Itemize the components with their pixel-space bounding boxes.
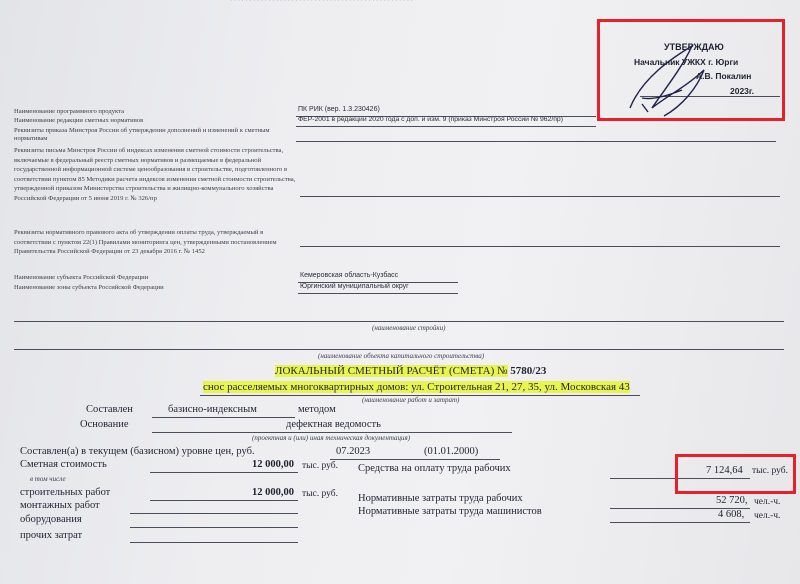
cost-item-line-0 bbox=[150, 500, 298, 501]
stat-wages-label: Средства на оплату труда рабочих bbox=[358, 463, 511, 474]
estimate-number: 5780/23 bbox=[510, 365, 547, 377]
header-label-order: Реквизиты приказа Минстроя России об утверждении дополнений и изменений к сметным нормативам bbox=[14, 127, 270, 142]
cost-label: Сметная стоимость bbox=[20, 459, 107, 470]
stat-machinist-line bbox=[610, 522, 750, 523]
price-level-label: Составлен(а) в текущем (базисном) уровне цен, руб. bbox=[20, 446, 255, 457]
project-caption: (проектная и (или) иная техническая документация) bbox=[252, 434, 411, 442]
cost-unit: тыс. руб. bbox=[302, 461, 338, 471]
header-line-3 bbox=[300, 196, 780, 197]
cost-item-construction-unit: тыс. руб. bbox=[302, 489, 338, 499]
header-value-zone: Юргинский муниципальный округ bbox=[300, 283, 409, 290]
method-value: базисно-индексным bbox=[168, 404, 257, 415]
method-suffix: методом bbox=[298, 404, 336, 415]
approval-red-box bbox=[597, 19, 785, 121]
price-level-base: (01.01.2000) bbox=[424, 446, 479, 457]
estimate-title-text: ЛОКАЛЬНЫЙ СМЕТНЫЙ РАСЧЁТ (СМЕТА) № bbox=[275, 365, 508, 377]
stat-labor-value: 52 720, bbox=[716, 495, 748, 506]
cost-item-construction-value: 12 000,00 bbox=[252, 487, 294, 498]
header-value-region: Кемеровская область-Кузбасс bbox=[300, 272, 399, 279]
header-line-6 bbox=[298, 293, 458, 294]
object-line bbox=[14, 349, 784, 350]
approval-name: А.В. Покалин bbox=[696, 71, 752, 81]
works-caption: (наименование работ и затрат) bbox=[362, 396, 460, 404]
method-line bbox=[152, 417, 295, 418]
approval-position: Начальник УЖКХ г. Юрги bbox=[634, 57, 739, 67]
estimate-subtitle bbox=[203, 381, 630, 393]
object-caption: (наименование объекта капитального строительства) bbox=[318, 352, 485, 360]
stat-wages-unit: тыс. руб. bbox=[752, 466, 788, 476]
including-label: в том числе bbox=[30, 475, 66, 483]
method-label: Составлен bbox=[86, 404, 133, 415]
construction-caption: (наименование стройки) bbox=[372, 324, 446, 332]
stat-machinist-unit: чел.-ч. bbox=[754, 511, 781, 521]
price-level-current: 07.2023 bbox=[336, 446, 371, 457]
cost-item-other-label: прочих затрат bbox=[20, 530, 83, 541]
cost-item-construction-label: строительных работ bbox=[20, 487, 111, 498]
cost-item-line-2 bbox=[130, 527, 298, 528]
header-line-4 bbox=[300, 246, 780, 247]
header-value-software: ПК РИК (вер. 1.3.230426) bbox=[298, 106, 380, 113]
basis-value: дефектная ведомость bbox=[286, 419, 381, 430]
header-label-wages: Реквизиты нормативного правового акта об утверждении оплаты труда, утверждаемый в соответствии с пунктом 22(1) Правилами мониторинга цен, утвержденными постановлением Правительства Российской Федерации от 23 декабря 2016 г. № 1452 bbox=[14, 229, 277, 256]
cost-item-line-1 bbox=[130, 513, 298, 514]
cost-item-line-3 bbox=[130, 542, 298, 543]
header-label-region: Наименование субъекта Российской Федерации bbox=[14, 274, 149, 281]
header-line-1 bbox=[296, 126, 596, 127]
approval-title: УТВЕРЖДАЮ bbox=[664, 42, 724, 52]
header-label-software: Наименование программного продукта bbox=[14, 108, 125, 115]
stat-labor-unit: чел.-ч. bbox=[754, 497, 781, 507]
approval-year: 2023г. bbox=[730, 86, 754, 96]
cost-item-mounting-label: монтажных работ bbox=[20, 500, 100, 511]
stat-wages-value: 7 124,64 bbox=[706, 465, 743, 476]
basis-label: Основание bbox=[80, 419, 129, 430]
top-faint-text: · · · · · · · · · · · · · · · · · · · · · · · · · · · · · · · · · · · · · · · · · · · · · · · · bbox=[230, 0, 413, 4]
construction-line bbox=[14, 321, 784, 322]
cost-value: 12 000,00 bbox=[252, 459, 294, 470]
wages-red-box bbox=[675, 454, 796, 494]
cost-item-equipment-label: оборудования bbox=[20, 514, 82, 525]
header-label-edition: Наименование редакции сметных нормативов bbox=[14, 117, 144, 124]
stat-machinist-value: 4 608, bbox=[718, 509, 745, 520]
stat-machinist-label: Нормативные затраты труда машинистов bbox=[358, 506, 542, 517]
header-line-2 bbox=[296, 141, 776, 142]
stat-labor-label: Нормативные затраты труда рабочих bbox=[358, 493, 523, 504]
estimate-subtitle-text: снос расселяемых многоквартирных домов: ул. Строительная 21, 27, 35, ул. Московская 43 bbox=[203, 381, 630, 393]
header-label-letter: Реквизиты письма Минстроя России об индексах изменения сметной стоимости строительства, включаемые в федеральный реестр сметных нормативов и размещаемые в федеральной государственной информационной системе ценообразования в строительстве, подготовленного в соответствии пунктом 85 Методики расчета индексов изменения сметной стоимости строительства, утвержденной приказом Министерства строительства и жилищно-коммунального хозяйства Российской Федерации от 5 июня 2019 г. № 326/пр bbox=[14, 147, 296, 202]
cost-line bbox=[150, 472, 298, 473]
header-value-edition: ФЕР-2001 в редакции 2020 года с доп. и изм. 9 (приказ Минстроя России № 962/пр) bbox=[298, 116, 563, 123]
basis-line bbox=[152, 432, 512, 433]
estimate-title bbox=[275, 365, 546, 377]
header-label-zone: Наименование зоны субъекта Российской Федерации bbox=[14, 284, 164, 291]
price-level-line bbox=[330, 459, 500, 460]
